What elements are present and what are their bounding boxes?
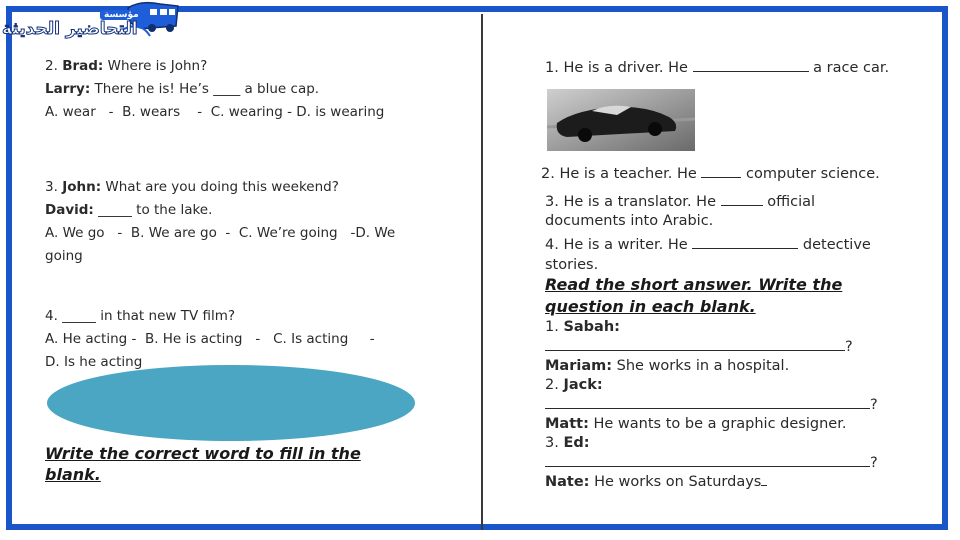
- brand-tag: مؤسسة: [100, 10, 143, 20]
- q2-options: A. wear - B. wears - C. wearing - D. is wearing: [45, 104, 385, 120]
- q4-line1: 4. _____ in that new TV film?: [45, 308, 236, 324]
- q3-line2: David: _____ to the lake.: [45, 202, 213, 218]
- blue-ellipse-overlay: [47, 365, 415, 441]
- dialog-1-blank: ?: [545, 338, 853, 356]
- q3-options: A. We go - B. We are go - C. We’re going -D. We: [45, 225, 396, 241]
- right-section-heading-1: Read the short answer. Write the: [545, 275, 843, 294]
- brand-name: التحاضير الحديثة: [2, 19, 138, 39]
- q4-options-cont: D. Is he acting: [45, 354, 143, 370]
- sentence-3-cont: documents into Arabic.: [545, 213, 714, 229]
- dialog-3-blank: ?: [545, 454, 878, 472]
- sentence-3: 3. He is a translator. He official: [545, 194, 816, 210]
- q2-line1: 2. Brad: Where is John?: [45, 58, 208, 74]
- q4-options: A. He acting - B. He is acting - C. Is acting -: [45, 331, 375, 347]
- dialog-2-reply: Matt: He wants to be a graphic designer.: [545, 416, 847, 432]
- dialog-1-name: 1. Sabah:: [545, 319, 620, 335]
- race-car-image: [547, 89, 695, 151]
- dialog-1-reply: Mariam: She works in a hospital.: [545, 358, 790, 374]
- dialog-2-name: 2. Jack:: [545, 377, 603, 393]
- left-section-heading-2: blank.: [45, 465, 101, 484]
- column-divider: [481, 14, 483, 530]
- sentence-2: 2. He is a teacher. He computer science.: [541, 166, 880, 182]
- q3-options-cont: going: [45, 248, 83, 264]
- dialog-2-blank: ?: [545, 396, 878, 414]
- dialog-3-name: 3. Ed:: [545, 435, 590, 451]
- sentence-1: 1. He is a driver. He a race car.: [545, 60, 890, 76]
- q2-line2: Larry: There he is! He’s ____ a blue cap.: [45, 81, 320, 97]
- sentence-4: 4. He is a writer. He detective: [545, 237, 871, 253]
- q3-line1: 3. John: What are you doing this weekend?: [45, 179, 339, 195]
- right-section-heading-2: question in each blank.: [545, 297, 756, 316]
- brand-logo: [0, 0, 182, 46]
- dialog-3-reply: Nate: He works on Saturdays: [545, 473, 767, 491]
- left-section-heading-1: Write the correct word to fill in the: [45, 444, 361, 463]
- sentence-4-cont: stories.: [545, 257, 599, 273]
